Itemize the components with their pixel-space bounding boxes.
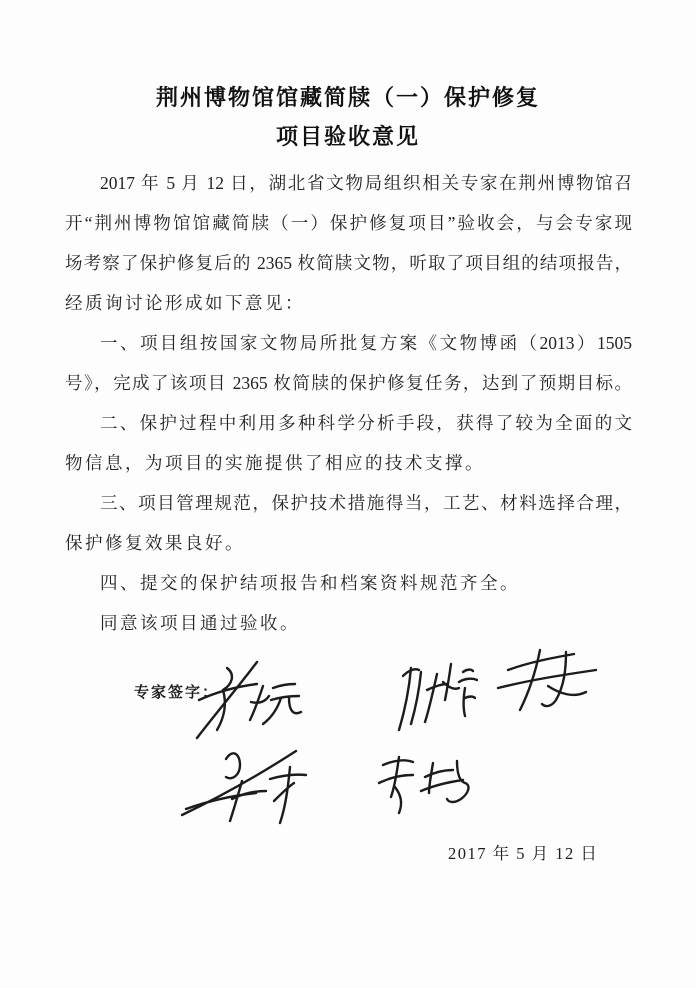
body-line-3: 场考察了保护修复后的 2365 枚简牍文物，听取了项目组的结项报告， bbox=[65, 253, 632, 273]
expert-signature-3-icon bbox=[490, 648, 600, 723]
body-line-12: 同意该项目通过验收。 bbox=[100, 613, 300, 633]
expert-signature-label: 专家签字： bbox=[134, 685, 220, 701]
body-line-10: 保护修复效果良好。 bbox=[65, 533, 245, 553]
body-line-5: 一、项目组按国家文物局所批复方案《文物博函（2013）1505 bbox=[100, 333, 632, 353]
title-line-1: 荆州博物馆馆藏简牍（一）保护修复 bbox=[155, 85, 540, 110]
body-line-6: 号》，完成了该项目 2365 枚简牍的保护修复任务，达到了预期目标。 bbox=[65, 373, 632, 393]
expert-signature-5-icon bbox=[373, 755, 475, 820]
body-line-2: 开“荆州博物馆馆藏简牍（一）保护修复项目”验收会，与会专家现 bbox=[65, 213, 632, 233]
title-line-2: 项目验收意见 bbox=[275, 124, 420, 149]
body-line-8: 物信息，为项目的实施提供了相应的技术支撑。 bbox=[65, 453, 485, 473]
document-date: 2017 年 5 月 12 日 bbox=[448, 844, 599, 863]
body-line-1: 2017 年 5 月 12 日，湖北省文物局组织相关专家在荆州博物馆召 bbox=[100, 173, 632, 193]
document-title bbox=[0, 78, 696, 156]
body-line-4: 经质询讨论形成如下意见： bbox=[65, 293, 305, 313]
body-line-7: 二、保护过程中利用多种科学分析手段，获得了较为全面的文 bbox=[100, 413, 632, 433]
expert-signature-4-icon bbox=[178, 745, 310, 827]
body-line-9: 三、项目管理规范，保护技术措施得当，工艺、材料选择合理， bbox=[100, 493, 632, 513]
document-body bbox=[65, 163, 632, 643]
expert-signature-1-icon bbox=[193, 660, 303, 748]
body-line-11: 四、提交的保护结项报告和档案资料规范齐全。 bbox=[100, 573, 520, 593]
expert-signature-2-icon bbox=[393, 658, 478, 736]
